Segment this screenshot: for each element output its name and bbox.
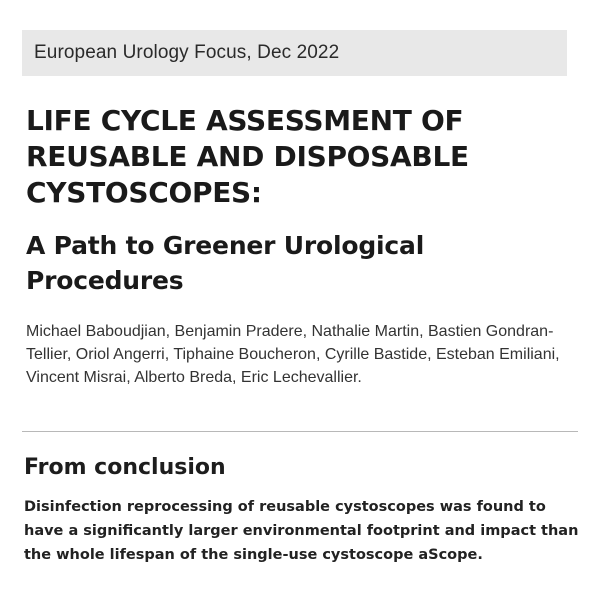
- article-title: LIFE CYCLE ASSESSMENT OF REUSABLE AND DISPOSABLE CYSTOSCOPES:: [26, 104, 469, 209]
- journal-citation: European Urology Focus, Dec 2022: [34, 42, 340, 63]
- journal-banner: [22, 30, 567, 76]
- author-list: Michael Baboudjian, Benjamin Pradere, Nathalie Martin, Bastien Gondran-Tellier, Oriol Angerri, Tiphaine Boucheron, Cyrille Bastide, Esteban Emiliani, Vincent Misrai, Alberto Breda, Eric Lechevallier.: [26, 323, 560, 386]
- conclusion-text: Disinfection reprocessing of reusable cystoscopes was found to have a significantly larger environmental footprint and impact than the whole lifespan of the single-use cystoscope aScope.: [24, 499, 579, 563]
- section-divider: [22, 431, 578, 432]
- section-heading: From conclusion: [24, 455, 226, 480]
- article-subtitle: A Path to Greener Urological Procedures: [26, 231, 425, 295]
